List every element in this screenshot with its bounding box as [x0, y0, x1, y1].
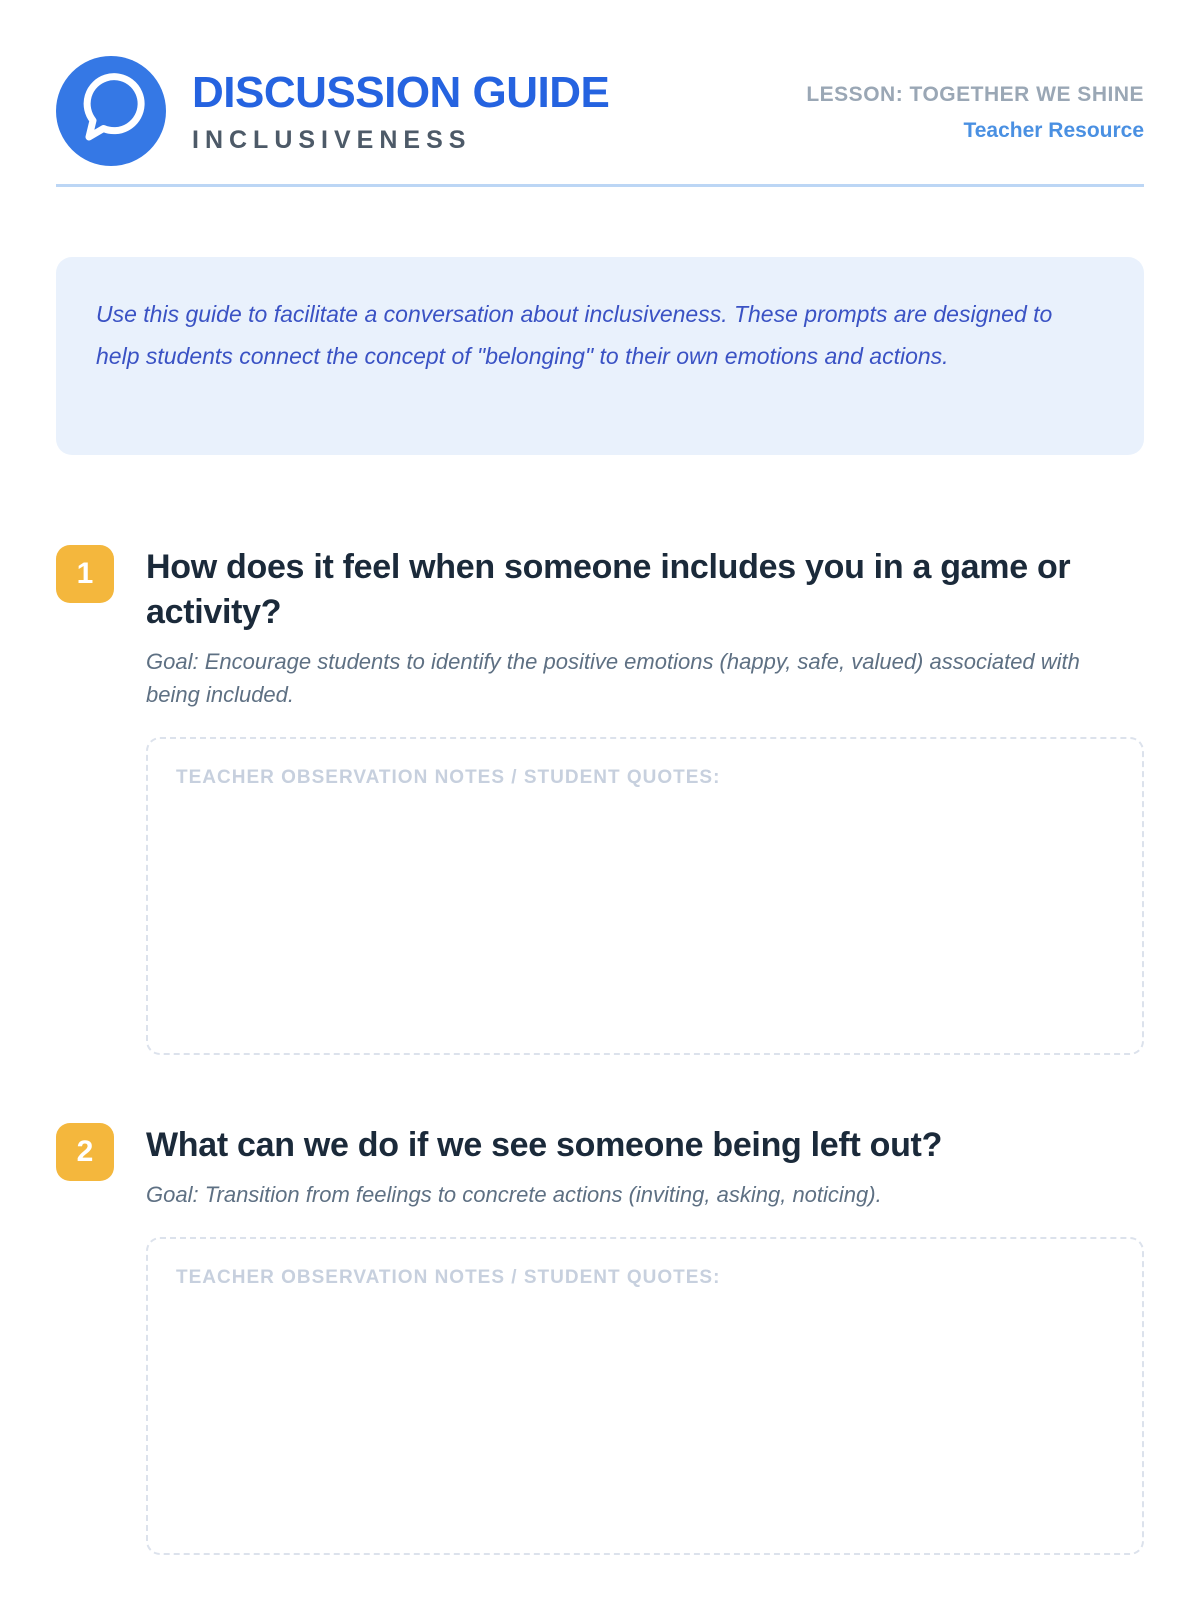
discussion-section-2 [56, 1123, 1144, 1555]
observation-notes-area-2[interactable] [146, 1237, 1144, 1555]
observation-notes-area-1[interactable] [146, 737, 1144, 1055]
header [56, 56, 1144, 166]
page-title: DISCUSSION GUIDE [192, 67, 610, 117]
chat-bubble-icon [56, 56, 166, 166]
notes-value[interactable] [176, 1299, 1114, 1499]
header-left [56, 56, 609, 166]
section-body [146, 1123, 1144, 1555]
section-body [146, 545, 1144, 1055]
question-heading: What can we do if we see someone being left out? [146, 1126, 943, 1164]
title-block [192, 68, 609, 155]
page-subtitle: INCLUSIVENESS [192, 125, 472, 154]
intro-text: Use this guide to facilitate a conversation about inclusiveness. These prompts are designed to help students connect the concept of "belonging" to their own emotions and actions. [96, 301, 1053, 369]
goal-text: Goal: Transition from feelings to concrete actions (inviting, asking, noticing). [146, 1182, 882, 1207]
intro-callout [56, 257, 1144, 455]
discussion-section-1 [56, 545, 1144, 1055]
notes-placeholder-label: TEACHER OBSERVATION NOTES / STUDENT QUOTES: [176, 1267, 721, 1288]
lesson-label: LESSON: TOGETHER WE SHINE [806, 83, 1144, 106]
teacher-resource-link[interactable]: Teacher Resource [963, 119, 1144, 142]
goal-text: Goal: Encourage students to identify the positive emotions (happy, safe, valued) associated with being included. [146, 649, 1080, 707]
section-number-badge: 1 [56, 545, 114, 603]
question-heading: How does it feel when someone includes you in a game or activity? [146, 548, 1071, 631]
section-number-badge: 2 [56, 1123, 114, 1181]
notes-value[interactable] [176, 799, 1114, 999]
notes-placeholder-label: TEACHER OBSERVATION NOTES / STUDENT QUOTES: [176, 767, 721, 788]
header-right [806, 79, 1144, 143]
header-divider [56, 184, 1144, 187]
